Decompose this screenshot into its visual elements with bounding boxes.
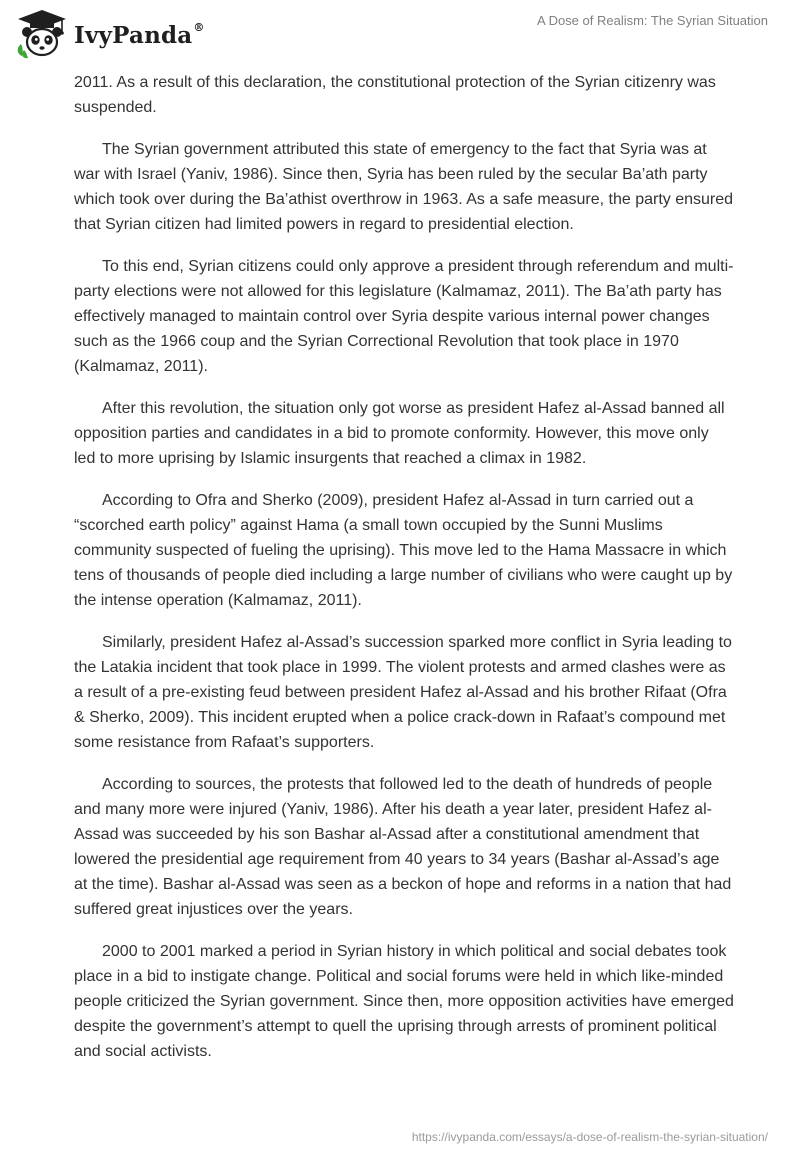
paragraph: The Syrian government attributed this state of emergency to the fact that Syria was at war with Israel (Yaniv, 1986). Since then, Syria has been ruled by the secular Ba’ath party which took over during the Ba’athist overthrow in 1963. As a safe measure, the party ensured that Syrian citizen had limited powers in regard to presidential election. [74,141,734,233]
brand-name: IvyPanda® [74,20,205,49]
page-header [0,0,800,70]
source-url-link[interactable]: https://ivypanda.com/essays/a-dose-of-realism-the-syrian-situation/ [411,1130,768,1144]
brand-logo[interactable] [14,8,205,60]
paragraph: 2000 to 2001 marked a period in Syrian history in which political and social debates took place in a bid to instigate change. Political and social forums were held in which like-minded people criticized the Syrian government. Since then, more opposition activities have emerged despite the government’s attempt to quell the uprising through arrests of prominent political and social activists. [74,943,734,1060]
paragraph: According to sources, the protests that followed led to the death of hundreds of people and many more were injured (Yaniv, 1986). After his death a year later, president Hafez al-Assad was succeeded by his son Bashar al-Assad after a constitutional amendment that lowered the presidential age requirement from 40 years to 34 years (Bashar al-Assad’s age at the time). Bashar al-Assad was seen as a beckon of hope and reforms in a nation that had suffered great injustices over the years. [74,776,732,918]
paragraph: Similarly, president Hafez al-Assad’s succession sparked more conflict in Syria leading to the Latakia incident that took place in 1999. The violent protests and armed clashes were as a result of a pre-existing feud between president Hafez al-Assad and his brother Rifaat (Ofra & Sherko, 2009). This incident erupted when a police crack-down in Rafaat’s compound met some resistance from Rafaat’s supporters. [74,634,732,751]
paragraph: After this revolution, the situation only got worse as president Hafez al-Assad banned all opposition parties and candidates in a bid to promote conformity. However, this move only led to more uprising by Islamic insurgents that reached a climax in 1982. [74,400,725,467]
paragraph-continued: 2011. As a result of this declaration, the constitutional protection of the Syrian citizenry was suspended. [74,74,716,116]
panda-graduate-icon [14,8,70,60]
paragraph: To this end, Syrian citizens could only approve a president through referendum and multi-party elections were not allowed for this legislature (Kalmamaz, 2011). The Ba’ath party has effectively managed to maintain control over Syria despite various internal power changes such as the 1966 coup and the Syrian Correctional Revolution that took place in 1970 (Kalmamaz, 2011). [74,258,734,375]
essay-body [74,70,734,1081]
document-title: A Dose of Realism: The Syrian Situation [537,13,768,28]
registered-mark: ® [193,20,205,34]
paragraph: According to Ofra and Sherko (2009), president Hafez al-Assad in turn carried out a “scorched earth policy” against Hama (a small town occupied by the Sunni Muslims community suspected of fueling the uprising). This move led to the Hama Massacre in which tens of thousands of people died including a large number of civilians who were caught up by the intense operation (Kalmamaz, 2011). [74,492,733,609]
